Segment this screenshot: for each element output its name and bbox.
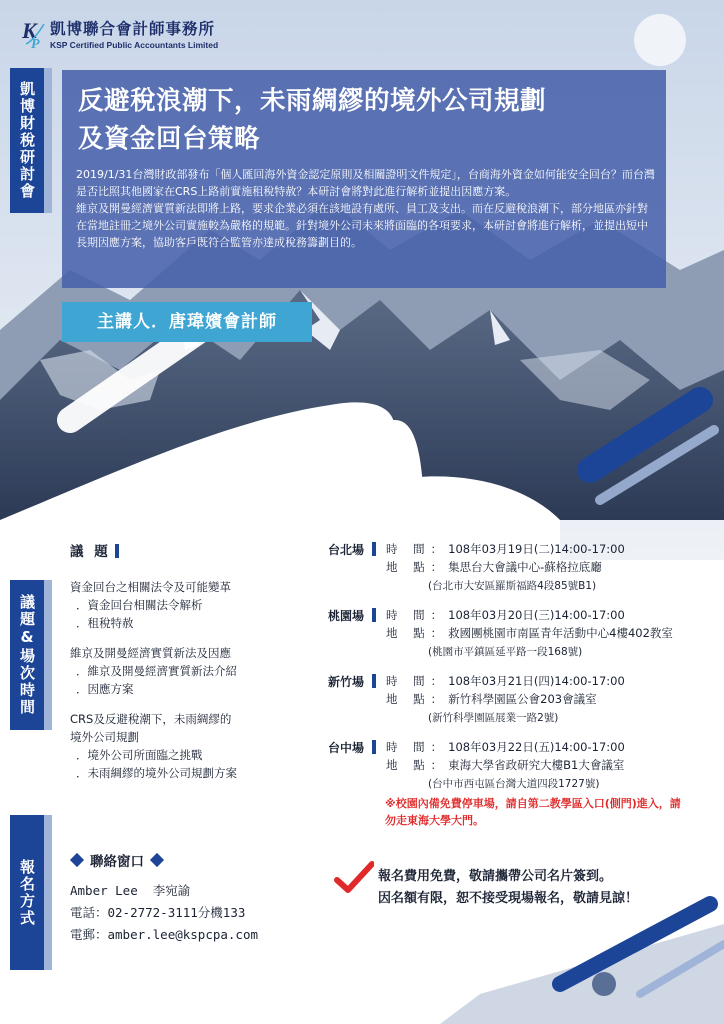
speaker-banner: 主講人．唐瑋嬪會計師 <box>62 302 312 342</box>
diamond-icon <box>150 853 164 867</box>
title-line-1: 反避稅浪潮下，未雨綢繆的境外公司規劃 <box>78 86 547 116</box>
venue-city: 新竹場 <box>328 675 365 689</box>
side-tab-registration: 報名方式 <box>10 815 44 970</box>
diamond-icon <box>70 853 84 867</box>
venue-bar <box>372 542 376 556</box>
venue-place: 新竹科學園區公會203會議室 <box>448 692 597 706</box>
topics-list <box>70 578 320 794</box>
venue-city: 桃園場 <box>328 609 365 623</box>
venue-bar <box>372 608 376 622</box>
time-label: 時 間： <box>386 542 449 556</box>
heading-bar <box>115 544 119 558</box>
topic-item: ．境外公司所面臨之挑戰 <box>76 748 203 762</box>
venue-bar <box>372 674 376 688</box>
topic-title: 資金回台之相關法令及可能變革 <box>70 580 231 594</box>
brand-name-cn: 凱博聯合會計師事務所 <box>50 19 216 38</box>
place-label: 地 點： <box>386 560 449 574</box>
contact-heading-label: 聯絡窗口 <box>90 854 144 870</box>
brand-name-en: KSP Certified Public Accountants Limited <box>50 39 219 50</box>
topics-heading <box>70 540 119 560</box>
topic-item: ．資金回台相關法令解析 <box>76 598 203 612</box>
venue-place: 東海大學省政研究大樓B1大會議室 <box>448 758 625 772</box>
venue-schedule <box>328 541 708 805</box>
place-label: 地 點： <box>386 626 449 640</box>
topic-item: ．維京及開曼經濟實質新法介紹 <box>76 664 237 678</box>
venue-hsinchu <box>328 673 708 739</box>
svg-text:P: P <box>31 37 40 50</box>
topic-title: 維京及開曼經濟實質新法及因應 <box>70 646 231 660</box>
venue-time: 108年03月19日(二)14:00-17:00 <box>448 542 625 556</box>
topic-title: CRS及反避稅潮下，未雨綢繆的 境外公司規劃 <box>70 712 232 744</box>
contact-phone: 電話：02-2772-3111分機133 <box>70 905 246 920</box>
hero-description: 2019/1/31台灣財政部發布「個人匯回海外資金認定原則及相關證明文件規定」，台商海外資金如何能安全回台？而台灣是否比照其他國家在CRS上路前實施租稅特赦？本研討會將對此進行解析並提出因應方案。 維京及開曼經濟實質新法即將上路，要求企業必須在該地設有處所、員工及支出。而在反避稅浪潮下，部分地區亦針對在當地註冊之境外公司實施較為嚴格的規範。針對境外公司未來將面臨的各項要求，本研討會將進行解析，並提出短中長期因應方案，協助客戶既符合監管亦達成稅務籌劃目的。 <box>76 168 655 249</box>
topic-item: ．未雨綢繆的境外公司規劃方案 <box>76 766 237 780</box>
fee-line-2: 因名額有限，恕不接受現場報名，敬請見諒！ <box>378 891 639 906</box>
page-title <box>78 82 546 158</box>
venue-place: 集思台大會議中心-蘇格拉底廳 <box>448 560 602 574</box>
venue-time: 108年03月20日(三)14:00-17:00 <box>448 608 625 622</box>
time-label: 時 間： <box>386 674 449 688</box>
svg-text:K: K <box>22 18 37 43</box>
topic-group <box>70 578 320 632</box>
topic-item: ．因應方案 <box>76 682 134 696</box>
brand-logo <box>22 16 218 50</box>
venue-taipei <box>328 541 708 607</box>
topics-heading-label: 議 題 <box>70 544 111 560</box>
place-label: 地 點： <box>386 758 449 772</box>
contact-email[interactable]: 電郵：amber.lee@kspcpa.com <box>70 927 259 942</box>
contact-name: Amber Lee 李宛諭 <box>70 883 191 898</box>
contact-heading <box>72 850 170 870</box>
bottom-decoration <box>0 884 724 1024</box>
place-label: 地 點： <box>386 692 449 706</box>
venue-place: 救國團桃園市南區青年活動中心4樓402教室 <box>448 626 673 640</box>
side-tab-seminar: 凱博財稅研討會 <box>10 68 44 213</box>
venue-time: 108年03月21日(四)14:00-17:00 <box>448 674 625 688</box>
time-label: 時 間： <box>386 740 449 754</box>
venue-city: 台中場 <box>328 741 365 755</box>
topic-group <box>70 644 320 698</box>
hero-panel <box>62 70 666 288</box>
venue-city: 台北場 <box>328 543 365 557</box>
venue-bar <box>372 740 376 754</box>
ksp-logo-icon <box>22 16 46 50</box>
fee-line-1: 報名費用免費，敬請攜帶公司名片簽到。 <box>378 869 613 884</box>
venue-address: (台中市西屯區台灣大道四段1727號) <box>428 778 600 790</box>
title-line-2: 及資金回台策略 <box>78 124 261 154</box>
venue-address: (新竹科學園區展業一路2號) <box>428 712 559 724</box>
topic-group <box>70 710 320 782</box>
time-label: 時 間： <box>386 608 449 622</box>
topic-item: ．租稅特赦 <box>76 616 134 630</box>
venue-time: 108年03月22日(五)14:00-17:00 <box>448 740 625 754</box>
side-tab-topics-schedule: 議題&場次時間 <box>10 580 44 730</box>
venue-address: (桃園市平鎮區延平路一段168號) <box>428 646 583 658</box>
venue-address: (台北市大安區羅斯福路4段85號B1) <box>428 580 597 592</box>
venue-taoyuan <box>328 607 708 673</box>
parking-note: ※校園內備免費停車場，請自第二教學區入口(側門)進入，請勿走東海大學大門。 <box>385 797 681 827</box>
